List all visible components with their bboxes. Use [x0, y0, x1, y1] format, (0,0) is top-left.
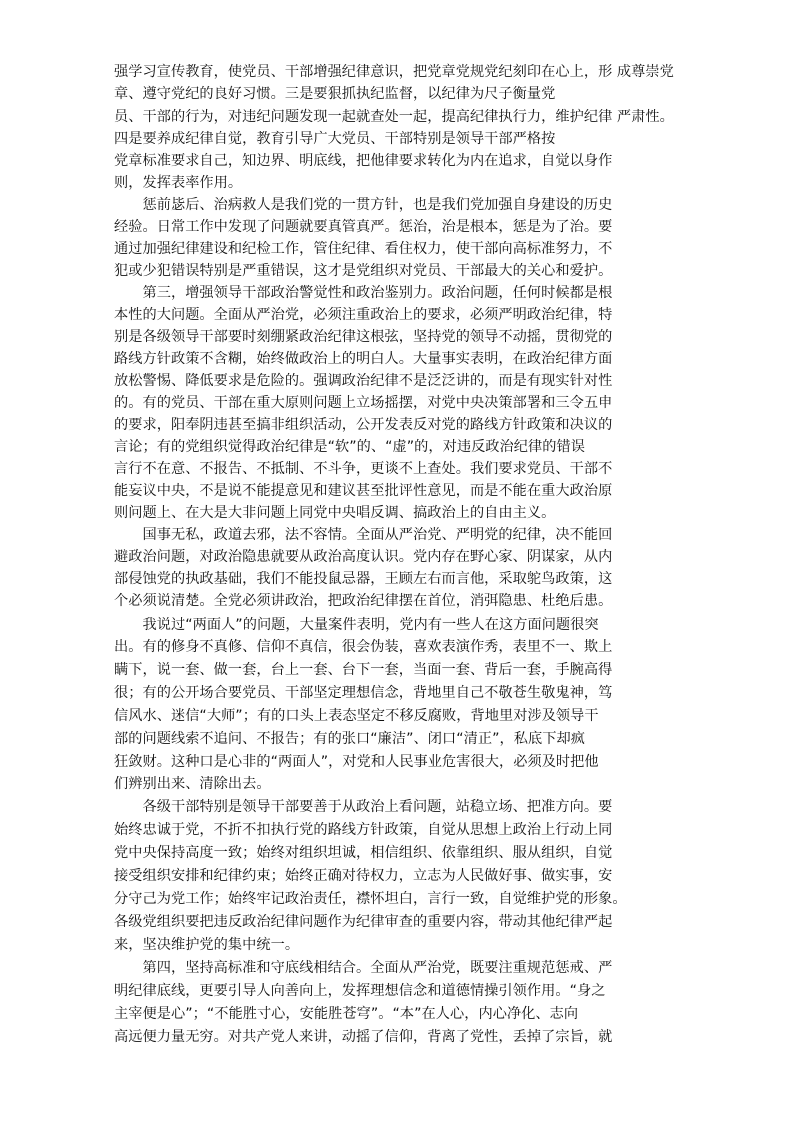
text-line: 主宰便是心”；“不能胜寸心，安能胜苍穹”。“本”在人心，内心净化、志向 [114, 1006, 579, 1022]
text-line: 们辨别出来、清除出去。 [114, 776, 271, 792]
text-line: 来，坚决维护党的集中统一。 [114, 937, 300, 953]
text-line: 言论；有的党组织觉得政治纪律是“软”的、“虚”的，对违反政治纪律的错误 [114, 439, 585, 455]
text-line: 接受组织安排和纪律约束；始终正确对待权力，立志为人民做好事、做实事，安 [114, 868, 613, 884]
text-line: 放松警惕、降低要求是危险的。强调政治纪律不是泛泛讲的，而是有现实针对性 [114, 373, 613, 389]
text-line: 瞒下，说一套、做一套，台上一套、台下一套，当面一套、背后一套，手腕高得 [114, 662, 613, 678]
text-line: 避政治问题，对政治隐患就要从政治高度认识。党内存在野心家、阴谋家，从内 [114, 549, 613, 565]
text-line: 信风水、迷信“大师”；有的口头上表态坚定不移反腐败，背地里对涉及领导干 [114, 708, 599, 724]
text-line: 第四，坚持高标准和守底线相结合。全面从严治党，既要注重规范惩戒、严 [114, 960, 613, 976]
text-line: 四是要养成纪律自觉，教育引导广大党员、干部特别是领导干部严格按 [114, 131, 556, 147]
text-line: 分守己为党工作；始终牢记政治责任，襟怀坦白，言行一致，自觉维护党的形象。 [114, 891, 627, 907]
text-line: 本性的大问题。全面从严治党，必须注重政治上的要求，必须严明政治纪律，特 [114, 307, 613, 323]
text-line: 各级党组织要把违反政治纪律问题作为纪律审查的重要内容，带动其他纪律严起 [114, 914, 613, 930]
text-line: 则，发挥表率作用。 [114, 175, 243, 191]
text-line: 能妄议中央，不是说不能提意见和建议甚至批评性意见，而是不能在重大政治原 [114, 483, 613, 499]
text-line: 狂敛财。这种口是心非的“两面人”，对党和人民事业危害很大，必须及时把他 [114, 754, 599, 770]
text-line: 惩前毖后、治病救人是我们党的一贯方针，也是我们党加强自身建设的历史 [114, 197, 613, 213]
text-line: 党章标准要求自己，知边界、明底线，把他律要求转化为内在追求，自觉以身作 [114, 153, 613, 169]
text-line: 我说过“两面人”的问题，大量案件表明，党内有一些人在这方面问题很突 [114, 617, 599, 633]
text-line: 第三，增强领导干部政治警觉性和政治鉴别力。政治问题，任何时候都是根 [114, 285, 613, 301]
text-line: 部的问题线索不追问、不报告；有的张口“廉洁”、闭口“清正”，私底下却疯 [114, 731, 585, 747]
text-line: 言行不在意、不报告、不抵制、不斗争，更谈不上查处。我们要求党员、干部不 [114, 461, 613, 477]
text-line: 犯或少犯错误特别是严重错误，这才是党组织对党员、干部最大的关心和爱护。 [114, 263, 613, 279]
text-line: 个必须说清楚。全党必须讲政治，把政治纪律摆在首位，消弭隐患、杜绝后患。 [114, 593, 613, 609]
text-line: 员、干部的行为，对违纪问题发现一起就查处一起，提高纪律执行力，维护纪律 严肃性。 [114, 109, 674, 125]
text-line: 的要求，阳奉阴违甚至搞非组织活动，公开发表反对党的路线方针政策和决议的 [114, 417, 613, 433]
text-line: 通过加强纪律建设和纪检工作，管住纪律、看住权力，使干部向高标准努力，不 [114, 241, 613, 257]
text-line: 的。有的党员、干部在重大原则问题上立场摇摆，对党中央决策部署和三令五申 [114, 395, 613, 411]
text-line: 国事无私，政道去邪，法不容情。全面从严治党、严明党的纪律，决不能回 [114, 527, 613, 543]
text-line: 路线方针政策不含糊，始终做政治上的明白人。大量事实表明，在政治纪律方面 [114, 351, 613, 367]
text-line: 章、遵守党纪的良好习惯。三是要狠抓执纪监督，以纪律为尺子衡量党 [114, 86, 556, 102]
text-line: 始终忠诚于党，不折不扣执行党的路线方针政策，自觉从思想上政治上行动上同 [114, 822, 613, 838]
text-line: 高远便力量无穷。对共产党人来讲，动摇了信仰，背离了党性，丢掉了宗旨，就 [114, 1029, 613, 1045]
text-line: 别是各级领导干部要时刻绷紧政治纪律这根弦，坚持党的领导不动摇，贯彻党的 [114, 329, 613, 345]
text-line: 明纪律底线，更要引导人向善向上，发挥理想信念和道德情操引领作用。“身之 [114, 983, 606, 999]
text-line: 党中央保持高度一致；始终对组织坦诚，相信组织、依靠组织、服从组织，自觉 [114, 845, 613, 861]
text-line: 出。有的修身不真修、信仰不真信，很会伪装，喜欢表演作秀，表里不一、欺上 [114, 639, 613, 655]
text-line: 部侵蚀党的执政基础，我们不能投鼠忌器，王顾左右而言他，采取鸵鸟政策，这 [114, 571, 613, 587]
text-line: 则问题上、在大是大非问题上同党中央唱反调、搞政治上的自由主义。 [114, 505, 556, 521]
text-line: 很；有的公开场合要党员、干部坚定理想信念，背地里自己不敬苍生敬鬼神，笃 [114, 685, 613, 701]
text-line: 经验。日常工作中发现了问题就要真管真严。惩治，治是根本，惩是为了治。要 [114, 219, 613, 235]
text-line: 强学习宣传教育，使党员、干部增强纪律意识，把党章党规党纪刻印在心上，形 成尊崇党 [114, 64, 674, 80]
text-line: 各级干部特别是领导干部要善于从政治上看问题，站稳立场、把准方向。要 [114, 799, 613, 815]
